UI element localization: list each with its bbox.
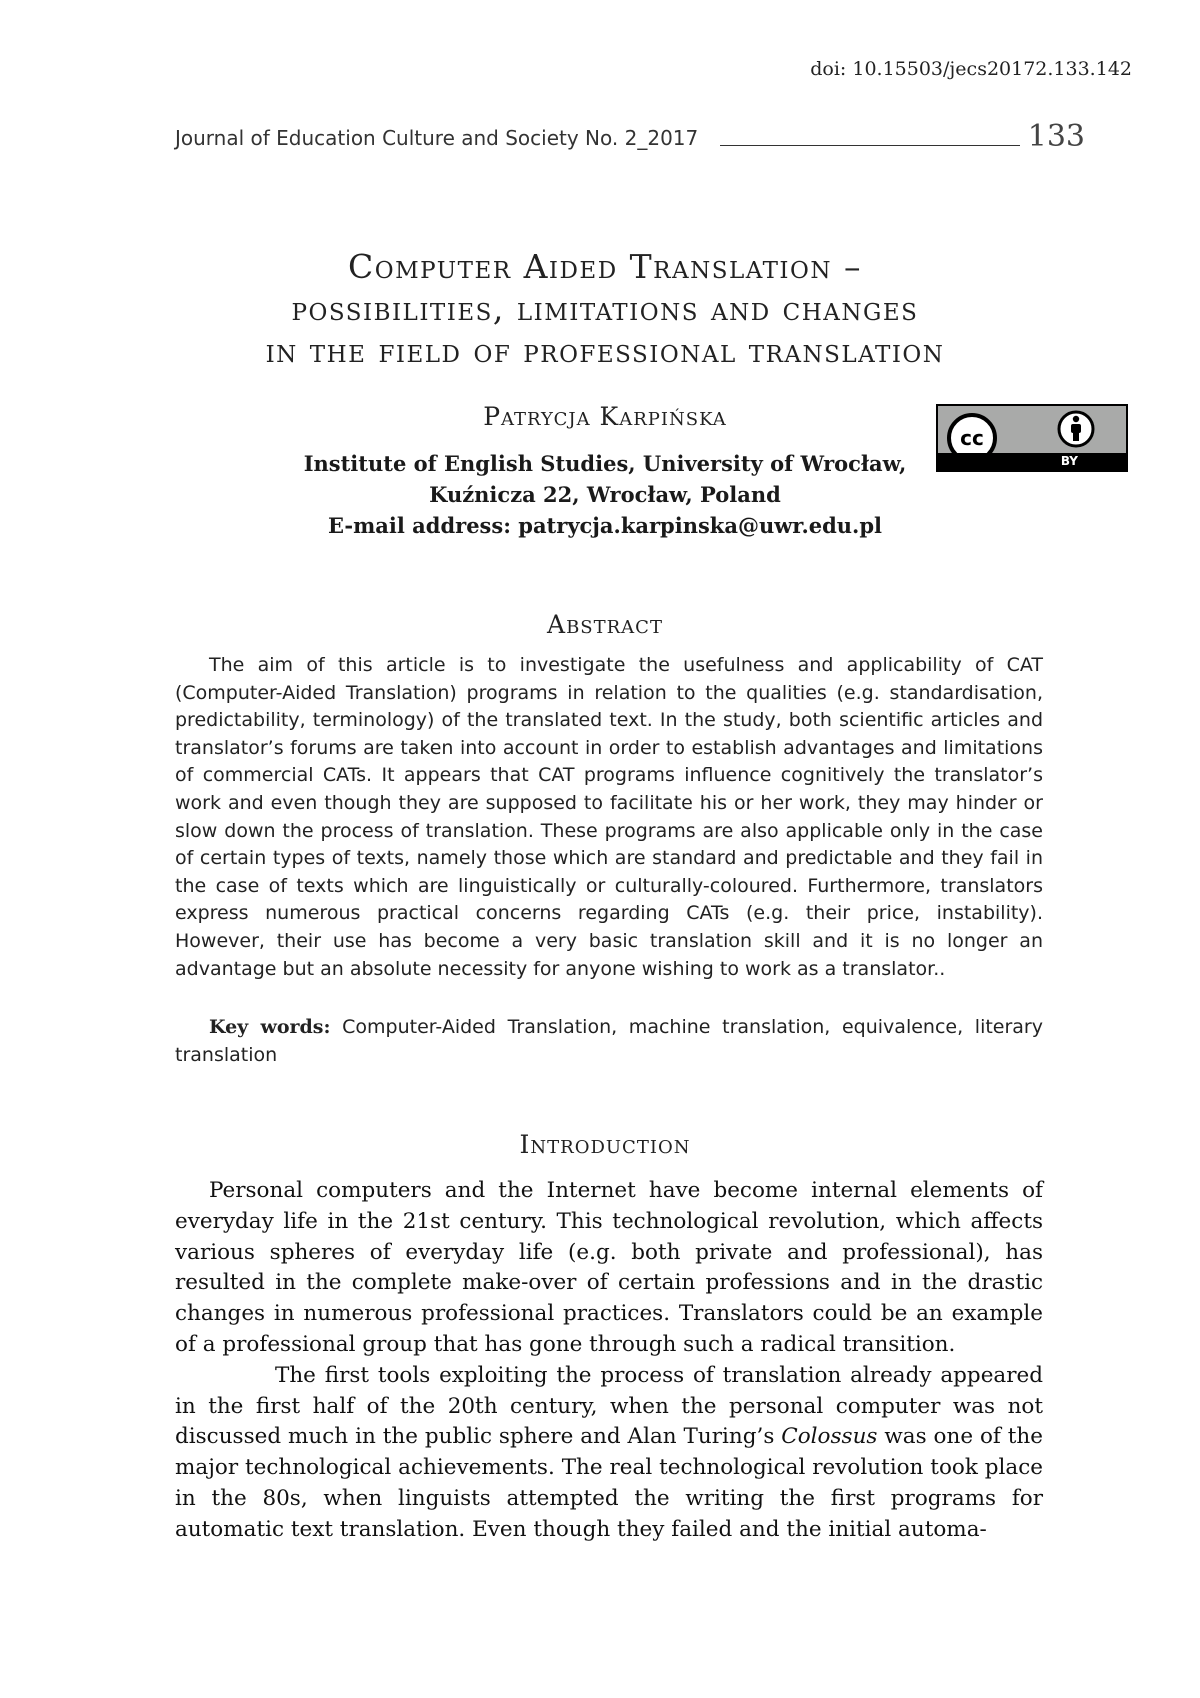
introduction-heading: Introduction [519,1130,691,1159]
author-affiliation [280,448,930,541]
intro-paragraph-2 [175,1361,1043,1546]
keywords [175,1014,1043,1069]
page-number: 133 [1027,119,1085,154]
journal-name: Journal of Education Culture and Society No. 2_2017 [175,126,699,150]
intro-paragraph-2-start: The first tools exploiting the process of translation already appeared in the first half of the 20th century, when the personal computer was not discussed much in the public sphere and Alan Turing’s [175,1362,1043,1450]
title-line-1: Computer Aided Translation – [348,247,862,286]
author-name: Patrycja Karpińska [483,402,727,431]
title-line-2: possibilities, limitations and changes [291,289,919,328]
affiliation-email: E-mail address: patrycja.karpinska@uwr.edu.pl [327,513,883,538]
keywords-label: Key words: [209,1016,331,1038]
license-bar [938,453,1126,470]
header-rule [720,145,1019,146]
cc-by-license-badge [936,404,1128,472]
doi-label: doi: 10.15503/jecs20172.133.142 [810,58,1132,80]
colossus-italic: Colossus [781,1424,878,1450]
introduction-body [175,1176,1043,1546]
intro-paragraph-2-end: was one of the major technological achievements. The real technological revolution took place in the 80s, when linguists attempted the writing the first programs for automatic text translation. Even though they failed and the initial automa- [175,1424,1044,1542]
running-header [175,114,1085,154]
abstract-body [175,652,1043,983]
title-line-3: in the field of professional translation [265,331,945,370]
intro-paragraph-1: Personal computers and the Internet have become internal elements of everyday life in the 21st century. This technological revolution, which affects various spheres of everyday life (e.g. both private and professional), has resulted in the complete make-over of certain professions and in the drastic changes in numerous professional practices. Translators could be an example of a professional group that has gone through such a radical transition. [175,1178,1043,1357]
by-label: BY [1060,454,1078,468]
affiliation-address: Kuźnicza 22, Wrocław, Poland [429,482,781,507]
cc-text: cc [960,426,984,450]
abstract-text: The aim of this article is to investigate the usefulness and applicability of CAT (Computer-Aided Translation) programs in relation to the qualities (e.g. standardisation, predictability, terminology) of the translated text. In the study, both scientific articles and translator’s forums are taken into account in order to establish advantages and limitations of commercial CATs. It appears that CAT programs influence cognitively the translator’s work and even though they are supposed to facilitate his or her work, they may hinder or slow down the process of translation. These programs are also applicable only in the case of certain types of texts, namely those which are standard and predictable and they fail in the case of texts which are linguistically or culturally-coloured. Furthermore, translators express numerous practical concerns regarding CATs (e.g. their price, instability). However, their use has become a very basic translation skill and it is no longer an advantage but an absolute necessity for anyone wishing to work as a translator.. [175,654,1043,980]
abstract-heading: Abstract [547,610,663,639]
attribution-person-icon [1056,409,1096,453]
article-title [150,246,1060,372]
affiliation-institute: Institute of English Studies, University of Wrocław, [303,451,907,476]
keywords-list: Computer-Aided Translation, machine translation, equivalence, literary translation [175,1016,1043,1066]
